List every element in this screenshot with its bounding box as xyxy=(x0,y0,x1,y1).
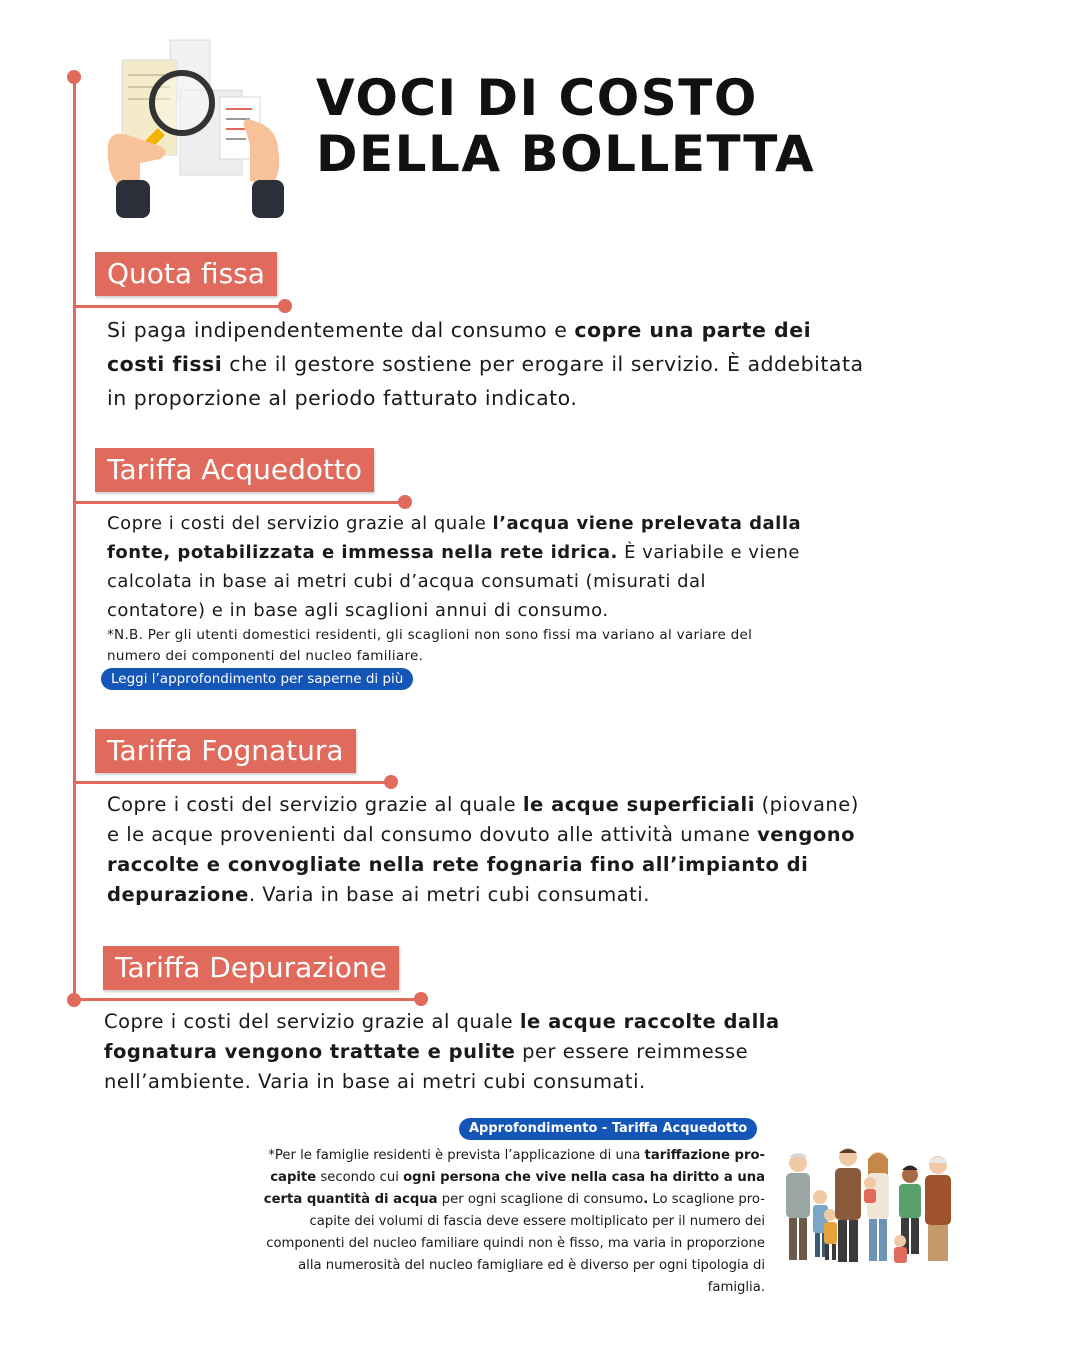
branch-dot-fognatura xyxy=(384,775,398,789)
section-quota-fissa-text: Si paga indipendentemente dal consumo e copre una parte dei costi fissi che il gestore sostiene per erogare il servizio. È addebitata in proporzione al periodo fatturato indicato. xyxy=(107,318,864,410)
approfondimento-link[interactable]: Leggi l’approfondimento per saperne di più xyxy=(101,668,413,690)
timeline-start-dot xyxy=(67,70,81,84)
branch-quota-fissa xyxy=(75,305,285,308)
magnifier-bills-icon xyxy=(100,35,290,220)
title-line-2: DELLA BOLLETTA xyxy=(316,125,816,183)
section-acquedotto-text: Copre i costi del servizio grazie al quale l’acqua viene prelevata dalla fonte, potabilizzata e immessa nella rete idrica. È variabile e viene calcolata in base ai metri cubi d’acqua consumati (misurati dal contatore) e in base agli scaglioni annui di consumo. xyxy=(107,513,802,621)
branch-acquedotto xyxy=(75,501,405,504)
timeline-line xyxy=(73,76,76,1000)
approfondimento-label: Approfondimento - Tariffa Acquedotto xyxy=(459,1118,757,1140)
branch-dot-depurazione xyxy=(414,992,428,1006)
tag-tariffa-depurazione: Tariffa Depurazione xyxy=(103,946,399,990)
branch-depurazione xyxy=(75,998,421,1001)
title-line-1: VOCI DI COSTO xyxy=(316,69,758,127)
tag-quota-fissa: Quota fissa xyxy=(95,252,277,296)
tag-tariffa-acquedotto: Tariffa Acquedotto xyxy=(95,448,374,492)
section-acquedotto-note: *N.B. Per gli utenti domestici residenti, gli scaglioni non sono fissi ma variano al variare del numero dei componenti del nucleo familiare. xyxy=(107,627,753,664)
branch-dot-acquedotto xyxy=(398,495,412,509)
branch-dot-quota-fissa xyxy=(278,299,292,313)
section-fognatura-text: Copre i costi del servizio grazie al quale le acque superficiali (piovane) e le acque provenienti dal consumo dovuto alle attività umane vengono raccolte e convogliate nella rete fognaria fino all’impianto di depurazione. Varia in base ai metri cubi consumati. xyxy=(107,793,859,906)
branch-fognatura xyxy=(75,781,391,784)
family-group-icon xyxy=(778,1145,964,1270)
page-title xyxy=(316,70,815,182)
tag-tariffa-fognatura: Tariffa Fognatura xyxy=(95,729,356,773)
section-depurazione-text: Copre i costi del servizio grazie al quale le acque raccolte dalla fognatura vengono trattate e pulite per essere reimmesse nell’ambiente. Varia in base ai metri cubi consumati. xyxy=(104,1010,780,1093)
approfondimento-text: *Per le famiglie residenti è prevista l’applicazione di una tariffazione pro-capite secondo cui ogni persona che vive nella casa ha diritto a una certa quantità di acqua per ogni scaglione di consumo. Lo scaglione pro-capite dei volumi di fascia deve essere moltiplicato per il numero dei componenti del nucleo familiare quindi non è fisso, ma varia in proporzione alla numerosità del nucleo famigliare ed è diverso per ogni tipologia di famiglia. xyxy=(263,1148,765,1295)
